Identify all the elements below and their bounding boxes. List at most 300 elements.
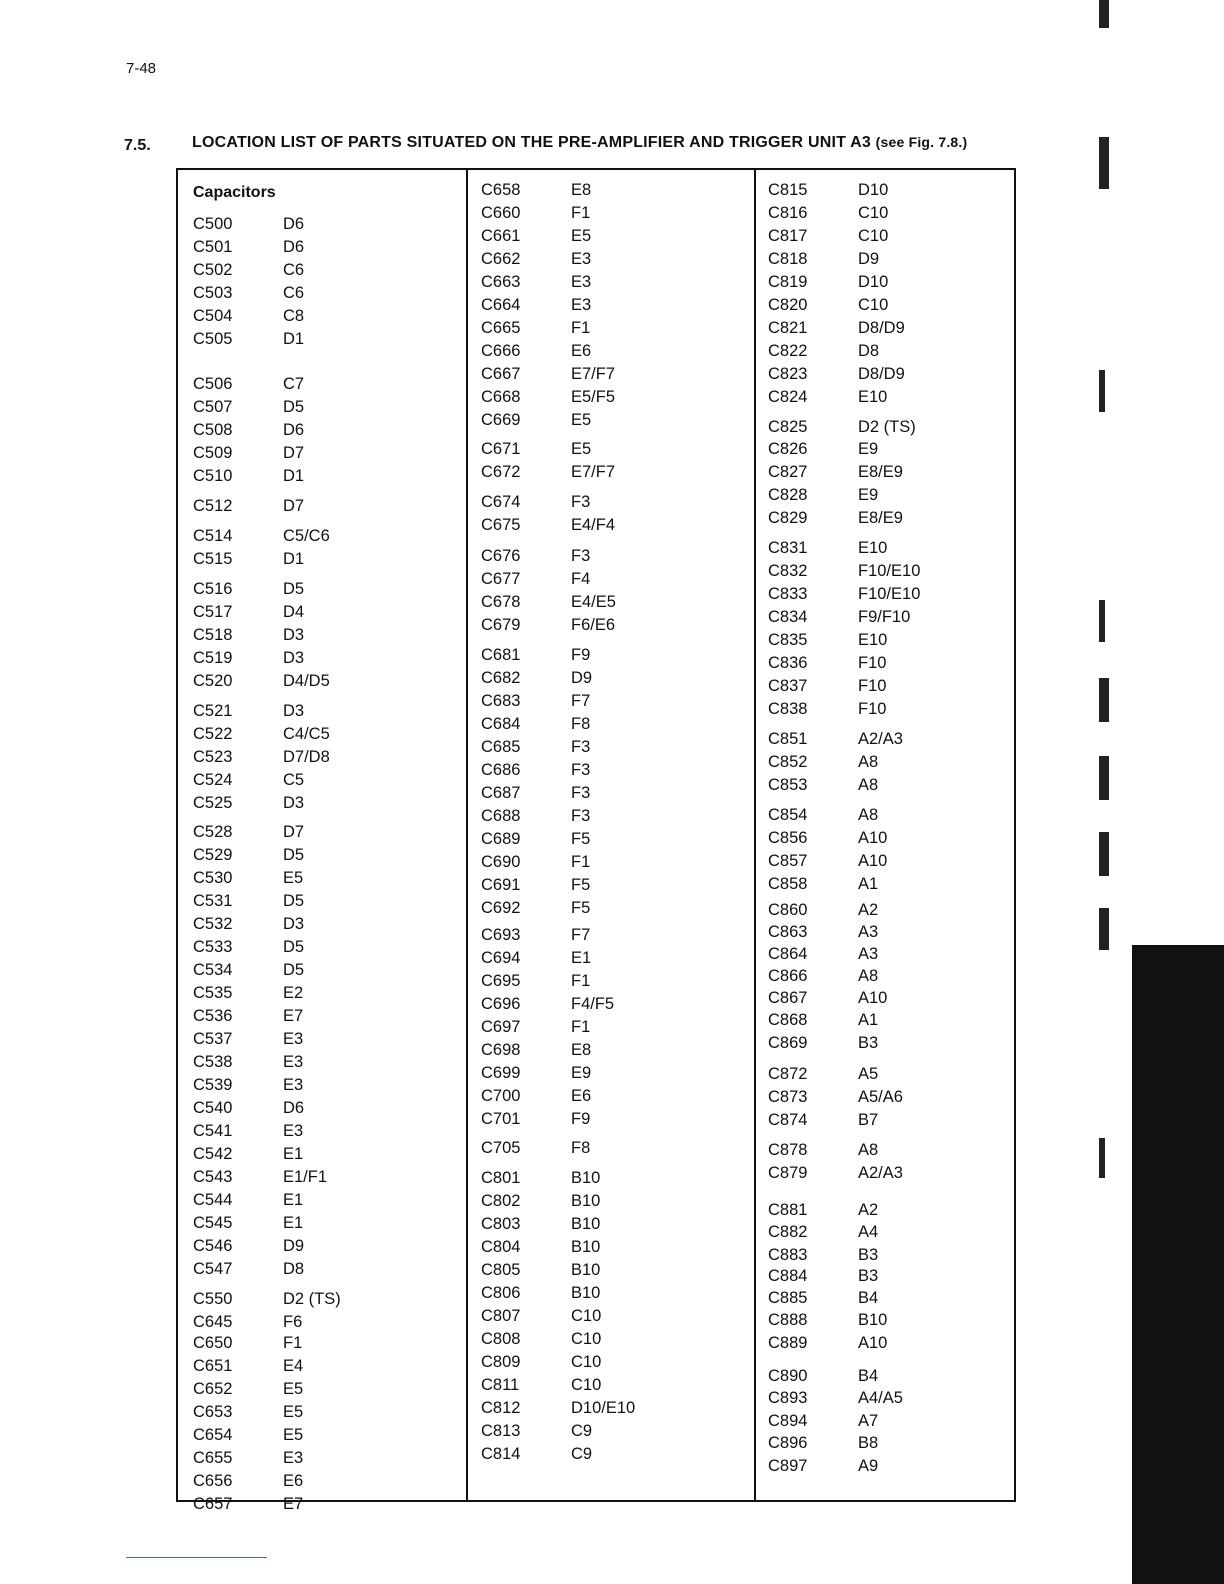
grid-location: D4 [283,603,305,621]
component-reference: C503 [193,284,233,302]
component-reference: C890 [768,1367,808,1385]
component-reference: C692 [481,899,521,917]
component-reference: C523 [193,748,233,766]
grid-location: A8 [858,776,879,794]
grid-location: F10 [858,700,887,718]
component-reference: C705 [481,1139,521,1157]
grid-location: B3 [858,1034,879,1052]
grid-location: D8 [283,1260,305,1278]
grid-location: C10 [571,1307,602,1325]
grid-location: E3 [283,1053,304,1071]
grid-location: C4/C5 [283,725,330,743]
component-reference: C660 [481,204,521,222]
grid-location: E4/E5 [571,593,616,611]
grid-location: C10 [571,1353,602,1371]
grid-location: F10/E10 [858,585,921,603]
component-reference: C528 [193,823,233,841]
component-reference: C873 [768,1088,808,1106]
grid-location: E8 [571,1041,592,1059]
grid-location: E4/F4 [571,516,616,534]
component-reference: C691 [481,876,521,894]
component-reference: C652 [193,1380,233,1398]
component-reference: C645 [193,1313,233,1331]
component-reference: C821 [768,319,808,337]
component-reference: C668 [481,388,521,406]
grid-location: F3 [571,761,591,779]
grid-location: F9/F10 [858,608,911,626]
grid-location: D3 [283,649,305,667]
grid-location: E3 [283,1030,304,1048]
component-reference: C530 [193,869,233,887]
grid-location: D5 [283,938,305,956]
component-reference: C505 [193,330,233,348]
grid-location: A10 [858,852,888,870]
component-reference: C897 [768,1457,808,1475]
grid-location: A5 [858,1065,879,1083]
component-reference: C542 [193,1145,233,1163]
component-reference: C672 [481,463,521,481]
grid-location: B10 [571,1215,601,1233]
component-reference: C687 [481,784,521,802]
grid-location: F3 [571,738,591,756]
grid-location: F5 [571,830,591,848]
component-reference: C696 [481,995,521,1013]
component-reference: C522 [193,725,233,743]
component-reference: C806 [481,1284,521,1302]
component-reference: C894 [768,1412,808,1430]
grid-location: F3 [571,807,591,825]
component-reference: C532 [193,915,233,933]
grid-location: A5/A6 [858,1088,903,1106]
grid-location: A2/A3 [858,730,903,748]
component-reference: C695 [481,972,521,990]
component-reference: C535 [193,984,233,1002]
component-reference: C827 [768,463,808,481]
grid-location: F1 [571,319,591,337]
component-reference: C803 [481,1215,521,1233]
grid-location: D8/D9 [858,319,905,337]
grid-location: D7/D8 [283,748,330,766]
grid-location: E3 [283,1449,304,1467]
component-reference: C860 [768,901,808,919]
grid-location: C10 [858,296,889,314]
component-reference: C665 [481,319,521,337]
component-reference: C500 [193,215,233,233]
binder-mark [1099,908,1109,950]
component-reference: C541 [193,1122,233,1140]
grid-location: F5 [571,899,591,917]
component-reference: C885 [768,1289,808,1307]
grid-location: D5 [283,398,305,416]
grid-location: E5 [571,411,592,429]
grid-location: A7 [858,1412,879,1430]
component-reference: C519 [193,649,233,667]
component-reference: C881 [768,1201,808,1219]
component-reference: C868 [768,1011,808,1029]
grid-location: C8 [283,307,305,325]
grid-location: A10 [858,829,888,847]
grid-location: E9 [571,1064,592,1082]
component-reference: C661 [481,227,521,245]
component-reference: C516 [193,580,233,598]
component-reference: C820 [768,296,808,314]
grid-location: D1 [283,330,305,348]
component-reference: C685 [481,738,521,756]
binder-mark [1099,678,1109,722]
grid-location: F10 [858,654,887,672]
grid-location: B4 [858,1289,879,1307]
component-reference: C539 [193,1076,233,1094]
component-reference: C838 [768,700,808,718]
component-reference: C686 [481,761,521,779]
component-reference: C817 [768,227,808,245]
grid-location: E10 [858,388,888,406]
grid-location: E5 [571,440,592,458]
grid-location: F1 [571,1018,591,1036]
component-reference: C699 [481,1064,521,1082]
grid-location: C6 [283,261,305,279]
grid-location: A4/A5 [858,1389,903,1407]
component-reference: C853 [768,776,808,794]
component-reference: C667 [481,365,521,383]
grid-location: D7 [283,823,305,841]
grid-location: D6 [283,215,305,233]
component-reference: C867 [768,989,808,1007]
component-reference: C801 [481,1169,521,1187]
grid-location: F10 [858,677,887,695]
component-reference: C684 [481,715,521,733]
grid-location: E6 [571,1087,592,1105]
component-reference: C662 [481,250,521,268]
binder-mark [1099,1138,1105,1178]
component-reference: C682 [481,669,521,687]
component-reference: C502 [193,261,233,279]
component-reference: C829 [768,509,808,527]
component-reference: C836 [768,654,808,672]
component-reference: C512 [193,497,233,515]
component-reference: C863 [768,923,808,941]
binder-mark [1099,0,1109,28]
binder-mark [1099,832,1109,876]
component-reference: C808 [481,1330,521,1348]
binder-mark [1099,370,1105,412]
component-reference: C701 [481,1110,521,1128]
component-reference: C655 [193,1449,233,1467]
component-reference: C882 [768,1223,808,1241]
grid-location: E5 [283,1426,304,1444]
grid-location: D10 [858,181,889,199]
component-reference: C698 [481,1041,521,1059]
component-reference: C517 [193,603,233,621]
component-reference: C676 [481,547,521,565]
grid-location: C10 [571,1330,602,1348]
component-reference: C857 [768,852,808,870]
grid-location: E5 [283,1403,304,1421]
component-reference: C811 [481,1376,520,1394]
component-reference: C831 [768,539,808,557]
component-reference: C666 [481,342,521,360]
binder-mark [1099,756,1109,800]
grid-location: F6 [283,1313,303,1331]
grid-location: E5 [283,869,304,887]
component-reference: C524 [193,771,233,789]
grid-location: D5 [283,961,305,979]
grid-location: E1 [283,1214,304,1232]
component-reference: C671 [481,440,521,458]
grid-location: E5 [571,227,592,245]
grid-location: D3 [283,626,305,644]
grid-location: A1 [858,1011,879,1029]
grid-location: D6 [283,421,305,439]
grid-location: B7 [858,1111,879,1129]
component-reference: C819 [768,273,808,291]
grid-location: F7 [571,692,591,710]
grid-location: A2/A3 [858,1164,903,1182]
grid-location: E3 [571,250,592,268]
grid-location: E10 [858,631,888,649]
page-number: 7-48 [126,60,157,77]
grid-location: F8 [571,715,591,733]
component-reference: C663 [481,273,521,291]
component-reference: C546 [193,1237,233,1255]
component-reference: C536 [193,1007,233,1025]
grid-location: E10 [858,539,888,557]
grid-location: E9 [858,440,879,458]
component-reference: C544 [193,1191,233,1209]
component-reference: C664 [481,296,521,314]
component-reference: C866 [768,967,808,985]
grid-location: E3 [571,296,592,314]
component-reference: C818 [768,250,808,268]
component-reference: C697 [481,1018,521,1036]
grid-location: C10 [858,204,889,222]
footer-rule [126,1557,267,1558]
grid-location: E9 [858,486,879,504]
component-reference: C674 [481,493,521,511]
grid-location: A3 [858,945,879,963]
column-divider [466,170,468,1500]
grid-location: E5 [283,1380,304,1398]
component-reference: C508 [193,421,233,439]
component-reference: C824 [768,388,808,406]
component-reference: C872 [768,1065,808,1083]
component-reference: C514 [193,527,233,545]
component-reference: C689 [481,830,521,848]
component-reference: C832 [768,562,808,580]
component-reference: C681 [481,646,521,664]
grid-location: D5 [283,580,305,598]
grid-location: A2 [858,1201,879,1219]
component-reference: C510 [193,467,233,485]
component-reference: C833 [768,585,808,603]
grid-location: F3 [571,784,591,802]
grid-location: D6 [283,238,305,256]
component-reference: C501 [193,238,233,256]
component-reference: C809 [481,1353,521,1371]
grid-location: D9 [571,669,593,687]
grid-location: F8 [571,1139,591,1157]
component-reference: C812 [481,1399,521,1417]
grid-location: E1 [571,949,592,967]
component-reference: C869 [768,1034,808,1052]
component-reference: C835 [768,631,808,649]
component-reference: C690 [481,853,521,871]
binder-mark [1099,137,1109,189]
component-reference: C688 [481,807,521,825]
component-reference: C816 [768,204,808,222]
grid-location: F6/E6 [571,616,616,634]
component-reference: C683 [481,692,521,710]
grid-location: A2 [858,901,879,919]
component-reference: C854 [768,806,808,824]
grid-location: F9 [571,646,591,664]
grid-location: F1 [571,853,591,871]
section-title-text: LOCATION LIST OF PARTS SITUATED ON THE PRE-AMPLIFIER AND TRIGGER UNIT A3 [192,134,871,151]
component-reference: C807 [481,1307,521,1325]
grid-location: A3 [858,923,879,941]
grid-location: E2 [283,984,304,1002]
grid-location: A9 [858,1457,879,1475]
grid-location: E8 [571,181,592,199]
grid-location: F3 [571,493,591,511]
grid-location: F1 [571,972,591,990]
grid-location: D7 [283,497,305,515]
grid-location: B10 [571,1192,601,1210]
component-reference: C669 [481,411,521,429]
component-reference: C826 [768,440,808,458]
grid-location: B10 [571,1238,601,1256]
grid-location: E7 [283,1007,304,1025]
grid-location: E7/F7 [571,365,616,383]
component-reference: C675 [481,516,521,534]
component-reference: C654 [193,1426,233,1444]
grid-location: F4 [571,570,591,588]
component-reference: C815 [768,181,808,199]
column-divider [754,170,756,1500]
grid-location: E4 [283,1357,304,1375]
grid-location: E3 [283,1076,304,1094]
component-reference: C851 [768,730,808,748]
grid-location: D9 [283,1237,305,1255]
grid-location: B3 [858,1246,879,1264]
grid-location: D2 (TS) [283,1290,341,1308]
grid-location: F9 [571,1110,591,1128]
component-reference: C679 [481,616,521,634]
component-reference: C694 [481,949,521,967]
component-reference: C693 [481,926,521,944]
grid-location: C5/C6 [283,527,330,545]
component-reference: C804 [481,1238,521,1256]
grid-location: C9 [571,1422,593,1440]
component-reference: C864 [768,945,808,963]
grid-location: B3 [858,1267,879,1285]
component-reference: C678 [481,593,521,611]
grid-location: D7 [283,444,305,462]
location-table [176,168,1016,1513]
component-reference: C531 [193,892,233,910]
component-reference: C834 [768,608,808,626]
component-reference: C802 [481,1192,521,1210]
grid-location: D3 [283,702,305,720]
grid-location: F7 [571,926,591,944]
grid-location: D1 [283,467,305,485]
grid-location: E8/E9 [858,509,903,527]
grid-location: F1 [571,204,591,222]
component-reference: C534 [193,961,233,979]
figure-reference: (see Fig. 7.8.) [875,134,968,150]
component-reference: C521 [193,702,233,720]
section-number: 7.5. [124,137,151,154]
component-reference: C822 [768,342,808,360]
grid-location: A1 [858,875,879,893]
component-reference: C515 [193,550,233,568]
component-reference: C883 [768,1246,808,1264]
component-reference: C852 [768,753,808,771]
grid-location: B8 [858,1434,879,1452]
component-reference: C650 [193,1334,233,1352]
grid-location: F3 [571,547,591,565]
component-reference: C874 [768,1111,808,1129]
grid-location: F4/F5 [571,995,615,1013]
grid-location: B10 [571,1284,601,1302]
grid-location: C10 [571,1376,602,1394]
component-reference: C879 [768,1164,808,1182]
grid-location: E1 [283,1191,304,1209]
grid-location: D2 (TS) [858,418,916,436]
component-reference: C888 [768,1311,808,1329]
grid-location: E5/F5 [571,388,616,406]
grid-location: E3 [283,1122,304,1140]
component-reference: C805 [481,1261,521,1279]
grid-location: E6 [571,342,592,360]
grid-location: A8 [858,1141,879,1159]
component-reference: C529 [193,846,233,864]
grid-location: F5 [571,876,591,894]
grid-location: C6 [283,284,305,302]
grid-location: E3 [571,273,592,291]
component-reference: C525 [193,794,233,812]
binder-mark [1099,600,1105,642]
grid-location: D10 [858,273,889,291]
grid-location: D6 [283,1099,305,1117]
grid-location: D3 [283,915,305,933]
component-reference: C884 [768,1267,808,1285]
component-reference: C506 [193,375,233,393]
grid-location: D10/E10 [571,1399,636,1417]
component-reference: C533 [193,938,233,956]
grid-location: E7/F7 [571,463,616,481]
grid-location: E7 [283,1495,304,1513]
grid-location: E8/E9 [858,463,903,481]
grid-location: B4 [858,1367,879,1385]
grid-location: A8 [858,967,879,985]
component-reference: C814 [481,1445,521,1463]
component-reference: C550 [193,1290,233,1308]
component-reference: C547 [193,1260,233,1278]
component-reference: C837 [768,677,808,695]
grid-location: B10 [571,1261,601,1279]
component-reference: C825 [768,418,808,436]
grid-location: B10 [858,1311,888,1329]
grid-location: A10 [858,989,888,1007]
grid-location: D5 [283,846,305,864]
grid-location: A4 [858,1223,879,1241]
component-reference: C545 [193,1214,233,1232]
component-reference: C889 [768,1334,808,1352]
grid-location: C10 [858,227,889,245]
grid-location: B10 [571,1169,601,1187]
component-reference: C828 [768,486,808,504]
